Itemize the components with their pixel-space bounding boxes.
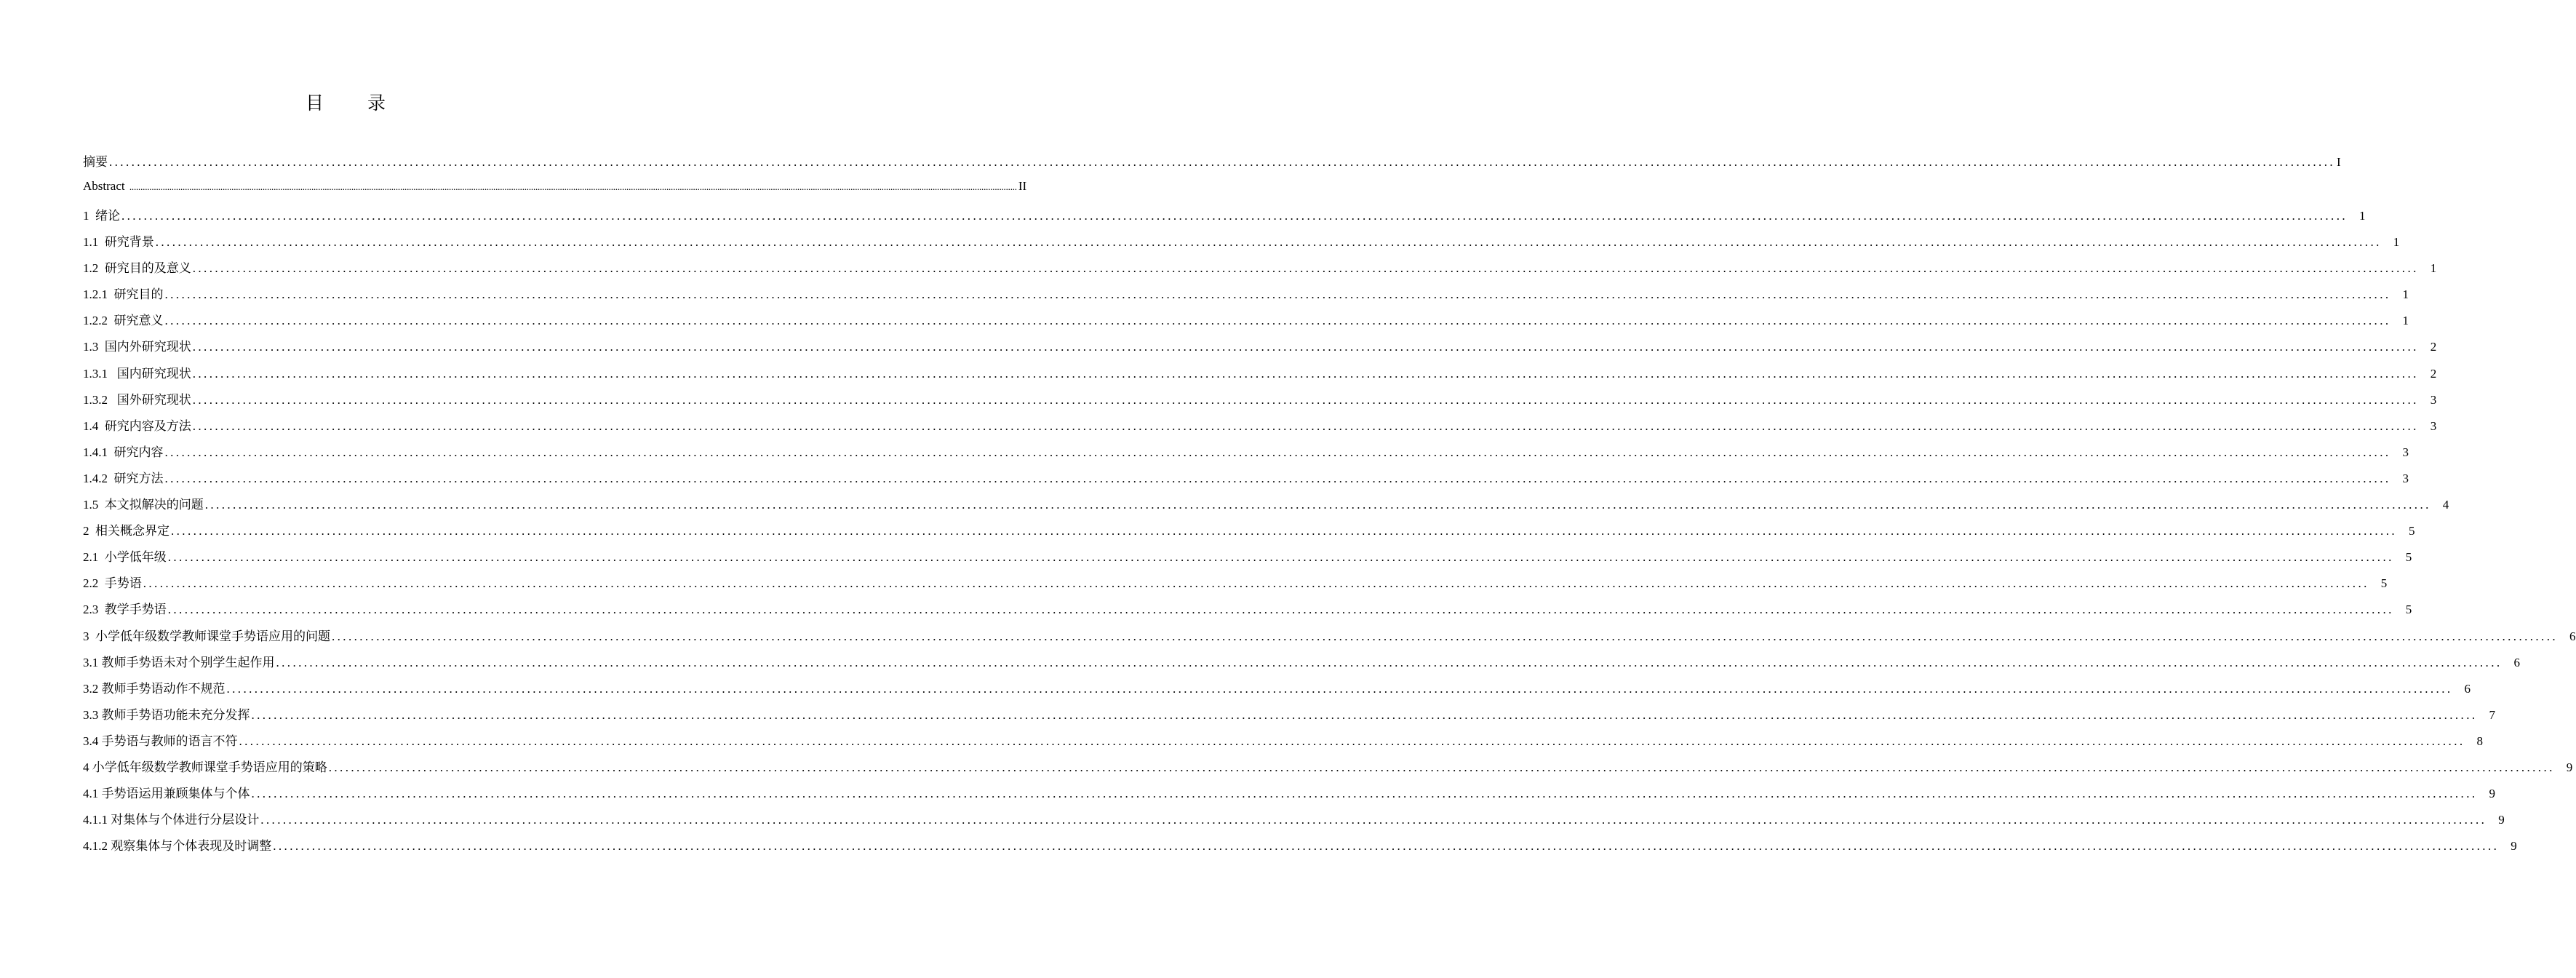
toc-leader-dots: ................................................................................................................................................................................................................................................................................................................................................................................................................ — [226, 681, 2453, 696]
toc-leader-dots: ................................................................................................................................................................................................................................................................................................................................................................................................................ — [239, 734, 2465, 748]
toc-leader-dots: ................................................................................................................................................................................................................................................................................................................................................................................................................ — [167, 550, 2394, 565]
toc-entry[interactable] — [83, 205, 2366, 231]
toc-entry-label: 3.4 手势语与教师的语言不符 — [83, 734, 238, 748]
toc-entry[interactable] — [83, 494, 2449, 520]
toc-entry-page: 5 — [2405, 550, 2412, 565]
toc-entry-label: 2.3 教学手势语 — [83, 603, 167, 617]
toc-entry-label: 3.2 教师手势语动作不规范 — [83, 681, 226, 696]
toc-entry-page: 9 — [2498, 813, 2505, 827]
toc-entry[interactable] — [83, 835, 2517, 862]
toc-entry[interactable] — [83, 468, 2409, 494]
toc-leader-dots: ................................................................................................................................................................................................................................................................................................................................................................................................................ — [192, 418, 2419, 433]
toc-entry-label: 1.3 国内外研究现状 — [83, 340, 191, 354]
toc-entry-label: 1 绪论 — [83, 209, 120, 223]
toc-entry-page: 6 — [2464, 681, 2471, 696]
toc-entry-page: 9 — [2566, 760, 2573, 774]
toc-leader-dots: ................................................................................................................................................................................................................................................................................................................................................................................................................ — [109, 155, 2335, 169]
toc-entry-page: 7 — [2489, 707, 2495, 722]
toc-entry-label: 1.3.1 国内研究现状 — [83, 366, 191, 381]
toc-entry[interactable] — [83, 389, 2437, 416]
toc-entry-label: 1.2.2 研究意义 — [83, 314, 164, 328]
toc-leader-dots: ................................................................................................................................................................................................................................................................................................................................................................................................................ — [192, 340, 2419, 354]
toc-leader-dots: ................................................................................................................................................................................................................................................................................................................................................................................................................ — [276, 655, 2503, 669]
toc-leader-dots: ................................................................................................................................................................................................................................................................................................................................................................................................................ — [251, 707, 2478, 722]
toc-entry[interactable] — [83, 284, 2409, 310]
toc-entry[interactable] — [83, 442, 2409, 468]
toc-entry[interactable] — [83, 573, 2388, 599]
toc-entry-label: 1.2 研究目的及意义 — [83, 261, 191, 276]
toc-leader-dots: ................................................................................................................................................................................................................................................................................................................................................................................................................ — [143, 576, 2369, 591]
toc-entry[interactable] — [83, 678, 2471, 704]
toc-entry-label: 3.1 教师手势语未对个别学生起作用 — [83, 655, 275, 669]
toc-leader-dots: ................................................................................................................................................................................................................................................................................................................................................................................................................ — [129, 181, 1017, 192]
toc-entry[interactable] — [83, 363, 2437, 389]
toc-leader-dots: ................................................................................................................................................................................................................................................................................................................................................................................................................ — [192, 366, 2419, 381]
toc-entry-label: 1.4 研究内容及方法 — [83, 418, 191, 433]
toc-entry-label: 4 小学低年级数学教师课堂手势语应用的策略 — [83, 760, 327, 774]
toc-entry-label: 4.1.1 对集体与个体进行分层设计 — [83, 813, 260, 827]
toc-entry-page: I — [2337, 155, 2341, 169]
toc-entry-label: 1.2.1 研究目的 — [83, 287, 164, 302]
toc-leader-dots: ................................................................................................................................................................................................................................................................................................................................................................................................................ — [171, 524, 2397, 538]
table-of-contents — [83, 151, 2576, 862]
toc-leader-dots: ................................................................................................................................................................................................................................................................................................................................................................................................................ — [251, 787, 2478, 801]
toc-entry-label: 1.3.2 国外研究现状 — [83, 392, 191, 407]
toc-entry[interactable] — [83, 546, 2412, 573]
toc-entry-page: 3 — [2430, 418, 2437, 433]
toc-entry-label: 1.4.1 研究内容 — [83, 445, 164, 459]
toc-entry-label: Abstract — [83, 179, 128, 193]
toc-entry-page: 9 — [2511, 839, 2517, 854]
toc-entry[interactable] — [83, 626, 2576, 652]
toc-leader-dots: ................................................................................................................................................................................................................................................................................................................................................................................................................ — [332, 629, 2558, 643]
toc-entry-page: 1 — [2402, 314, 2409, 328]
toc-entry-page: 1 — [2359, 209, 2366, 223]
toc-entry-label: 2.1 小学低年级 — [83, 550, 167, 565]
toc-entry[interactable] — [83, 179, 1027, 205]
toc-entry-page: 1 — [2393, 235, 2400, 250]
toc-leader-dots: ................................................................................................................................................................................................................................................................................................................................................................................................................ — [164, 471, 2391, 485]
toc-leader-dots: ................................................................................................................................................................................................................................................................................................................................................................................................................ — [164, 314, 2391, 328]
toc-entry-page: 5 — [2380, 576, 2388, 591]
toc-entry-page: 9 — [2489, 787, 2495, 801]
toc-entry-page: 2 — [2430, 366, 2437, 381]
toc-entry[interactable] — [83, 757, 2573, 783]
toc-leader-dots: ................................................................................................................................................................................................................................................................................................................................................................................................................ — [167, 603, 2394, 617]
toc-entry-label: 2.2 手势语 — [83, 576, 142, 591]
toc-leader-dots: ................................................................................................................................................................................................................................................................................................................................................................................................................ — [260, 813, 2487, 827]
toc-entry[interactable] — [83, 336, 2437, 362]
toc-entry[interactable] — [83, 231, 2400, 258]
toc-entry-label: 4.1.2 观察集体与个体表现及时调整 — [83, 839, 272, 854]
toc-entry-page: 3 — [2402, 471, 2409, 485]
toc-entry[interactable] — [83, 652, 2520, 678]
toc-entry-label: 4.1 手势语运用兼顾集体与个体 — [83, 787, 250, 801]
toc-entry-label: 1.4.2 研究方法 — [83, 471, 164, 485]
toc-entry-page: 8 — [2476, 734, 2483, 748]
toc-entry-label: 2 相关概念界定 — [83, 524, 170, 538]
toc-entry-page: 1 — [2430, 261, 2437, 276]
toc-entry-page: 5 — [2409, 524, 2415, 538]
toc-entry[interactable] — [83, 704, 2495, 731]
toc-entry-label: 1.5 本文拟解决的问题 — [83, 498, 204, 512]
toc-entry-page: 2 — [2430, 340, 2437, 354]
toc-leader-dots: ................................................................................................................................................................................................................................................................................................................................................................................................................ — [121, 209, 2348, 223]
toc-leader-dots: ................................................................................................................................................................................................................................................................................................................................................................................................................ — [155, 235, 2382, 250]
toc-entry[interactable] — [83, 731, 2483, 757]
toc-entry-page: 4 — [2442, 498, 2449, 512]
toc-entry-page: 3 — [2430, 392, 2437, 407]
toc-entry-label: 3.3 教师手势语功能未充分发挥 — [83, 707, 250, 722]
toc-entry-page: 3 — [2402, 445, 2409, 459]
toc-title: 目 录 — [306, 92, 404, 114]
toc-entry-page: II — [1018, 179, 1027, 193]
toc-entry[interactable] — [83, 599, 2412, 625]
toc-entry[interactable] — [83, 783, 2495, 809]
toc-entry-label: 3 小学低年级数学教师课堂手势语应用的问题 — [83, 629, 330, 643]
toc-leader-dots: ................................................................................................................................................................................................................................................................................................................................................................................................................ — [328, 760, 2555, 774]
toc-entry-page: 5 — [2405, 603, 2412, 617]
toc-entry[interactable] — [83, 258, 2437, 284]
toc-leader-dots: ................................................................................................................................................................................................................................................................................................................................................................................................................ — [164, 287, 2391, 302]
toc-entry-page: 6 — [2569, 629, 2576, 643]
toc-entry[interactable] — [83, 520, 2415, 546]
toc-entry-label: 1.1 研究背景 — [83, 235, 154, 250]
toc-entry[interactable] — [83, 310, 2409, 336]
toc-entry-page: 1 — [2402, 287, 2409, 302]
toc-entry-page: 6 — [2513, 655, 2520, 669]
toc-entry[interactable] — [83, 809, 2505, 835]
toc-leader-dots: ................................................................................................................................................................................................................................................................................................................................................................................................................ — [204, 498, 2431, 512]
toc-entry[interactable] — [83, 151, 2341, 179]
toc-leader-dots: ................................................................................................................................................................................................................................................................................................................................................................................................................ — [192, 392, 2419, 407]
toc-leader-dots: ................................................................................................................................................................................................................................................................................................................................................................................................................ — [273, 839, 2500, 854]
toc-entry[interactable] — [83, 416, 2437, 442]
toc-leader-dots: ................................................................................................................................................................................................................................................................................................................................................................................................................ — [192, 261, 2419, 276]
toc-entry-label: 摘要 — [83, 155, 108, 169]
toc-leader-dots: ................................................................................................................................................................................................................................................................................................................................................................................................................ — [164, 445, 2391, 459]
